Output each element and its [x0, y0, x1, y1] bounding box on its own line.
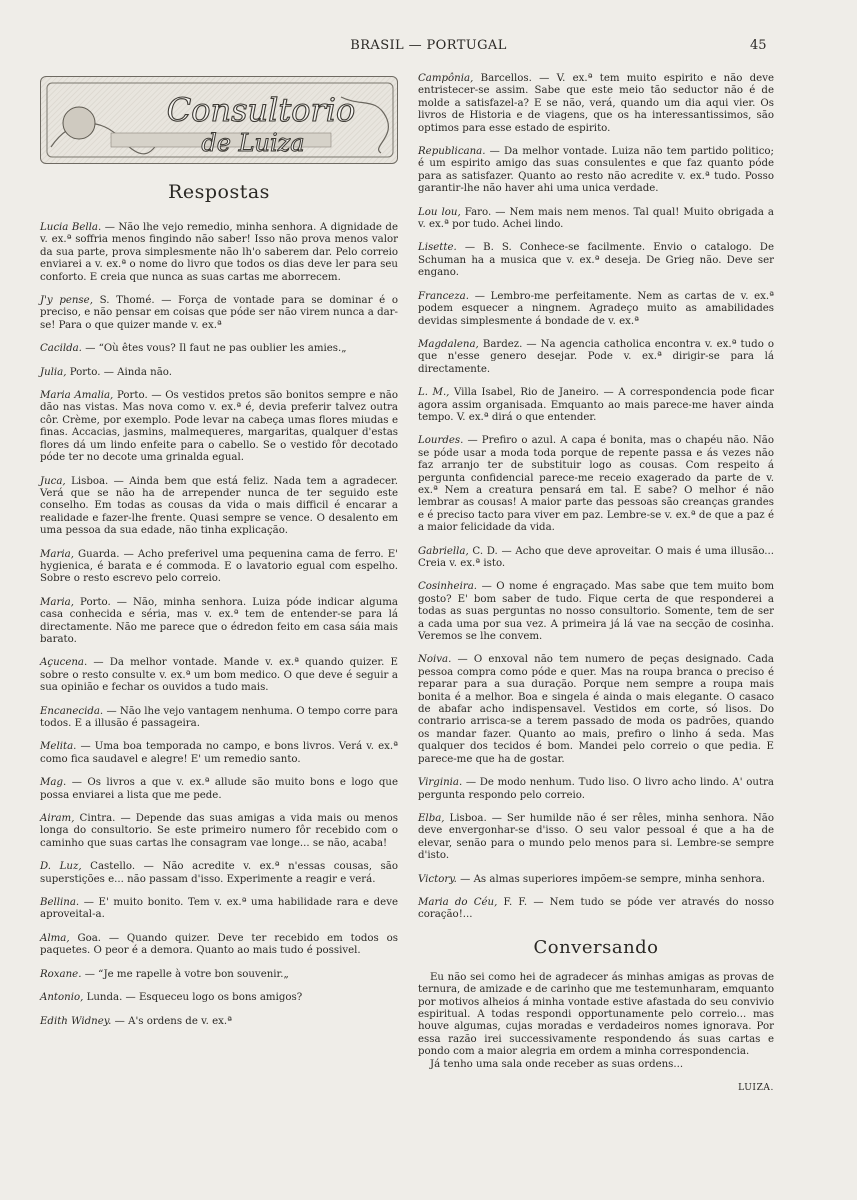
reply-entry [40, 390, 398, 464]
reply-entry [40, 367, 398, 379]
correspondent-name: Campônia, [418, 73, 474, 84]
reply-entry [418, 387, 774, 424]
correspondent-name: Elba, [418, 812, 445, 824]
reply-text [418, 654, 774, 766]
reply-body: Porto. — Os vestidos pretos são bonitos sempre e não dão nas vistas. Mas nova como v. ex.ª é, devia preferir talvez outra côr. Crème, por exemplo. Pode levar na cabeça umas flores miudas e finas. Accacias, jasmins, malmequeres, margaritas, qualquer d'estas flores dá um lindo enfeite para o cabello. Se o vestido fôr decotado póde ter no decote uma grinalda egual. [40, 390, 399, 464]
respostas-list-left [40, 222, 398, 1028]
reply-text [418, 874, 774, 886]
reply-body: — O nome é engraçado. Mas sabe que tem muito bom gosto? E' bom saber de tudo. Fique certa de que responderei a todas as suas perguntas no nosso consultorio. Somente, tem de ser a cada uma por sua vez. A primeira já lá vae na secção de cosinha. Veremos se lhe convem. [418, 581, 774, 643]
reply-entry [40, 992, 398, 1004]
correspondent-name: Gabriella, [418, 545, 469, 557]
reply-entry [418, 813, 774, 863]
reply-text [40, 390, 398, 464]
correspondent-name: Roxane. [40, 968, 82, 980]
correspondent-name: Lisette. [418, 242, 457, 254]
reply-text [418, 387, 774, 424]
reply-body: — “Où êtes vous? Il faut ne pas oublier les amies.„ [85, 343, 347, 355]
reply-entry [418, 73, 774, 135]
reply-text [40, 476, 398, 538]
reply-text [40, 813, 398, 850]
reply-entry [40, 777, 398, 802]
correspondent-name: Maria Amalia, [40, 390, 114, 402]
reply-body: — B. S. Conhece-se facilmente. Envio o catalogo. De Schuman ha a musica que v. ex.ª deseja. De Grieg não. Deve ser engano. [418, 242, 774, 279]
reply-text [418, 242, 774, 279]
reply-body: Cintra. — Depende das suas amigas a vida mais ou menos longa do consultorio. Se este primeiro numero fôr recebido com o caminho que suas cartas lhe consagram vae longe... se não, acaba! [40, 813, 398, 849]
reply-body: Villa Isabel, Rio de Janeiro. — A correspondencia pode ficar agora assim organisada. Emquanto ao mais parece-me haver ainda tempo. V. ex.ª dirá o que entender. [418, 387, 774, 423]
reply-text [40, 295, 398, 332]
correspondent-name: Maria, [40, 548, 74, 560]
respostas-heading: Respostas [168, 181, 270, 203]
reply-body: — A's ordens de v. ex.ª [114, 1015, 232, 1027]
reply-body: — Os livros a que v. ex.ª allude são muito bons e logo que possa enviarei a lista que me pede. [40, 777, 398, 801]
correspondent-name: Mag. [40, 777, 67, 789]
masthead-ornament [41, 77, 399, 163]
reply-body: Barcellos. — V. ex.ª tem muito espirito e não deve entristecer-se assim. Sabe que este meio tão seductor não é de molde a satisfazel-a? E se não, verá, quando um dia aqui vier. Os livros de Historia e de viagens, que os ha interessantissimos, são optimos para esse estado de espirito. [418, 73, 774, 134]
reply-body: — E' muito bonito. Tem v. ex.ª uma habilidade rara e deve aproveital-a. [40, 897, 398, 921]
signature: LUIZA. [738, 1083, 774, 1093]
reply-entry [40, 933, 398, 958]
reply-body: — Não lhe vejo vantagem nenhuma. O tempo corre para todos. E a illusão é passageira. [40, 705, 398, 729]
masthead-banner [40, 76, 398, 164]
correspondent-name: Bellina. [40, 897, 80, 909]
conversando-heading: Conversando [533, 936, 659, 958]
correspondent-name: Victory. [418, 873, 457, 885]
correspondent-name: Cacilda. [40, 343, 82, 355]
correspondent-name: Cosinheira. [418, 581, 478, 593]
reply-entry [40, 343, 398, 355]
reply-text [40, 992, 398, 1004]
reply-body: Faro. — Nem mais nem menos. Tal qual! Muito obrigada a v. ex.ª por tudo. Achei lindo. [418, 206, 774, 231]
reply-text [418, 146, 774, 196]
reply-text [40, 897, 398, 922]
reply-body: C. D. — Acho que deve aproveitar. O mais é uma illusão... Creia v. ex.ª isto. [418, 545, 774, 569]
reply-text [40, 969, 398, 981]
reply-text [418, 546, 774, 571]
reply-entry [40, 222, 398, 284]
correspondent-name: Maria, [40, 596, 74, 608]
reply-entry [418, 339, 774, 376]
page-number: 45 [750, 38, 767, 53]
masthead-title-line1: Consultorio [166, 91, 356, 129]
reply-text [418, 73, 774, 135]
correspondent-name: Juca, [40, 475, 66, 487]
reply-body: — Não lhe vejo remedio, minha senhora. A dignidade de v. ex.ª soffria menos fingindo não saber! Isso não prova menos valor da sua parte, prova simplesmente não lh'o saberem dar. Pelo correio enviarei a v. ex.ª o nome do livro que todos os dias deve ler para seu conforto. E creia que nunca as suas cartas me aborrecem. [40, 222, 398, 283]
masthead-title-line2: de Luiza [201, 129, 305, 157]
reply-text [418, 777, 774, 802]
reply-text [40, 777, 398, 802]
reply-body: Bardez. — Na agencia catholica encontra v. ex.ª tudo o que n'esse genero desejar. Pode v. ex.ª dirigir-se para lá directamente. [418, 338, 774, 375]
reply-body: Porto. — Não, minha senhora. Luiza póde indicar alguma casa conhecida e séria, mas v. ex.ª tem de entender-se para lá directamente. Não me parece que o édredon feito em casa sáia mais barato. [40, 596, 398, 645]
correspondent-name: Açucena. [40, 657, 88, 669]
reply-body: — Da melhor vontade. Mande v. ex.ª quando quizer. E sobre o resto consulte v. ex.ª um bom medico. O que deve é seguir a sua opinião e fechar os ouvidos a tudo mais. [40, 657, 398, 694]
reply-text [40, 657, 398, 694]
correspondent-name: Antonio, [40, 992, 84, 1004]
reply-text [40, 706, 398, 731]
correspondent-name: Republicana. [418, 146, 486, 158]
reply-body: Lisboa. — Ser humilde não é ser rêles, minha senhora. Não deve envergonhar-se d'isso. O seu valor pessoal é que a ha de elevar, senão para o mundo pelo menos para si. Lembre-se sempre d'isto. [418, 812, 774, 862]
reply-entry [40, 476, 398, 538]
reply-body: Guarda. — Acho preferivel uma pequenina cama de ferro. E' hygienica, é barata e é commoda. E o lavatorio egual com espelho. Sobre o resto escrevo pelo correio. [40, 548, 398, 585]
reply-text [418, 897, 774, 922]
reply-entry [40, 813, 398, 850]
reply-text [40, 597, 398, 647]
reply-body: — “Je me rapelle à votre bon souvenir.„ [84, 968, 289, 980]
reply-entry [418, 146, 774, 196]
reply-entry [418, 242, 774, 279]
correspondent-name: Lou lou, [418, 206, 461, 218]
reply-entry [40, 706, 398, 731]
correspondent-name: D. Luz, [40, 861, 82, 873]
reply-body: — Lembro-me perfeitamente. Nem as cartas de v. ex.ª podem esquecer a ningnem. Agradeço muito as amabilidades devidas simplesmente á bondade de v. ex.ª [418, 290, 774, 327]
correspondent-name: Noiva. [418, 654, 452, 666]
reply-text [40, 741, 398, 766]
correspondent-name: Magdalena, [418, 338, 479, 350]
reply-entry [418, 207, 774, 232]
correspondent-name: Lourdes. [418, 435, 464, 447]
correspondent-name: Melita. [40, 741, 77, 753]
reply-body: Goa. — Quando quizer. Deve ter recebido em todos os paquetes. O peor é a demora. Quanto ao mais tudo é possivel. [40, 932, 398, 957]
reply-text [40, 367, 398, 379]
reply-entry [418, 897, 774, 922]
reply-text [418, 581, 774, 643]
reply-entry [418, 435, 774, 534]
reply-body: — Uma boa temporada no campo, e bons livros. Verá v. ex.ª como fica saudavel e alegre! E' um remedio santo. [40, 741, 398, 765]
reply-body: — As almas superiores impõem-se sempre, minha senhora. [460, 873, 765, 885]
correspondent-name: Alma, [40, 932, 70, 944]
reply-entry [418, 874, 774, 886]
reply-body: Lisboa. — Ainda bem que está feliz. Nada tem a agradecer. Verá que se não ha de arrepender nunca de ter seguido este conselho. Em todas as cousas da vida o mais difficil é encarar a realidade e fazer-lhe frente. Quasi sempre se vence. O desalento em uma pessoa da sua edade, não tinha explicação. [40, 475, 398, 537]
reply-entry [418, 654, 774, 766]
right-column [418, 73, 774, 1094]
reply-entry [40, 861, 398, 886]
reply-entry [40, 657, 398, 694]
reply-entry [418, 777, 774, 802]
reply-body: F. F. — Nem tudo se póde ver através do nosso coração!... [418, 896, 774, 921]
reply-body: — Prefiro o azul. A capa é bonita, mas o chapéu não. Não se póde usar a moda toda porque de repente passa e ás vezes não faz arranjo ter de substituir logo as cousas. Com respeito á pergunta confidencial parece-me receio exagerado da parte de v. ex.ª Nem a creatura pensará em tal. E sabe? O melhor é não lembrar as cousas! A maior parte das pessoas são creanças grandes e é preciso tacto para viver em paz. Lembre-se v. ex.ª de que a paz é a maior felicidade da vida. [418, 435, 774, 534]
reply-entry [40, 549, 398, 586]
left-column [40, 76, 398, 1039]
reply-text [40, 1016, 398, 1028]
reply-text [40, 933, 398, 958]
reply-text [418, 435, 774, 534]
reply-entry [40, 897, 398, 922]
reply-body: — O enxoval não tem numero de peças designado. Cada pessoa compra como póde e quer. Mas na roupa branca o preciso é reparar para a sua duração. Porque nem sempre a roupa mais bonita é a melhor. Boa e singela é ainda o mais elegante. O casaco de abafar acho indispensavel. Vestidos em corte, só lisos. Do contrario arrisca-se a terem passado de moda os padrões, quando os mandar fazer. Quanto ao mais, prefiro o linho á seda. Mas qualquer dos tecidos é bom. Mandei pelo correio o que pedia. E parece-me que ha de gostar. [418, 654, 774, 765]
conversando-paragraph-2: Já tenho uma sala onde receber as suas ordens... [430, 1058, 684, 1070]
reply-entry [418, 581, 774, 643]
reply-text [418, 291, 774, 328]
reply-body: Lunda. — Esqueceu logo os bons amigos? [86, 992, 303, 1004]
conversando-body [418, 972, 774, 1071]
reply-text [418, 207, 774, 232]
reply-entry [40, 969, 398, 981]
reply-text [40, 549, 398, 586]
reply-entry [40, 741, 398, 766]
running-title: BRASIL — PORTUGAL [350, 38, 507, 53]
reply-entry [418, 291, 774, 328]
reply-entry [418, 546, 774, 571]
correspondent-name: Maria do Céu, [418, 896, 498, 908]
reply-text [40, 861, 398, 886]
reply-body: S. Thomé. — Força de vontade para se dominar é o preciso, e não pensar em coisas que póde ser não virem nunca a dar-se! Para o que quizer mande v. ex.ª [40, 295, 398, 331]
reply-text [418, 339, 774, 376]
conversando-paragraph-1: Eu não sei como hei de agradecer ás minhas amigas as provas de ternura, de amizade e de carinho que me testemunharam, emquanto por motivos alheios á minha vontade estive afastada do seu convivio espiritual. A todas respondi opportunamente pelo correio... mas houve algumas, cujas moradas e verdadeiros nomes ignorava. Por essa razão irei successivamente respondendo ás suas cartas e pondo com a maior alegria em ordem a minha correspondencia. [418, 971, 774, 1058]
correspondent-name: Virginia. [418, 777, 463, 789]
reply-body: — Da melhor vontade. Luiza não tem partido politico; é um espirito amigo das suas consulentes e que faz quanto póde para as satisfazer. Quanto ao resto não acredite v. ex.ª tudo. Posso garantir-lhe não haver ahi uma unica verdade. [418, 146, 774, 195]
correspondent-name: Airam, [40, 813, 75, 825]
correspondent-name: Lucia Bella. [40, 222, 102, 233]
correspondent-name: Edith Widney. [40, 1015, 112, 1027]
reply-text [40, 222, 398, 284]
correspondent-name: L. M., [418, 387, 450, 399]
reply-text [40, 343, 398, 355]
reply-entry [40, 597, 398, 647]
correspondent-name: Franceza. [418, 290, 469, 302]
correspondent-name: Julia, [40, 366, 67, 378]
reply-body: Castello. — Não acredite v. ex.ª n'essas cousas, são superstições e... não passam d'isso. Experimente a reagir e verá. [40, 861, 398, 885]
reply-text [418, 813, 774, 863]
correspondent-name: J'y pense, [40, 295, 93, 307]
reply-body: Porto. — Ainda não. [69, 366, 172, 378]
reply-entry [40, 1016, 398, 1028]
reply-body: — De modo nenhum. Tudo liso. O livro acho lindo. A' outra pergunta respondo pelo correio. [418, 777, 774, 801]
reply-entry [40, 295, 398, 332]
respostas-list-right [418, 73, 774, 922]
correspondent-name: Encanecida. [40, 705, 104, 717]
